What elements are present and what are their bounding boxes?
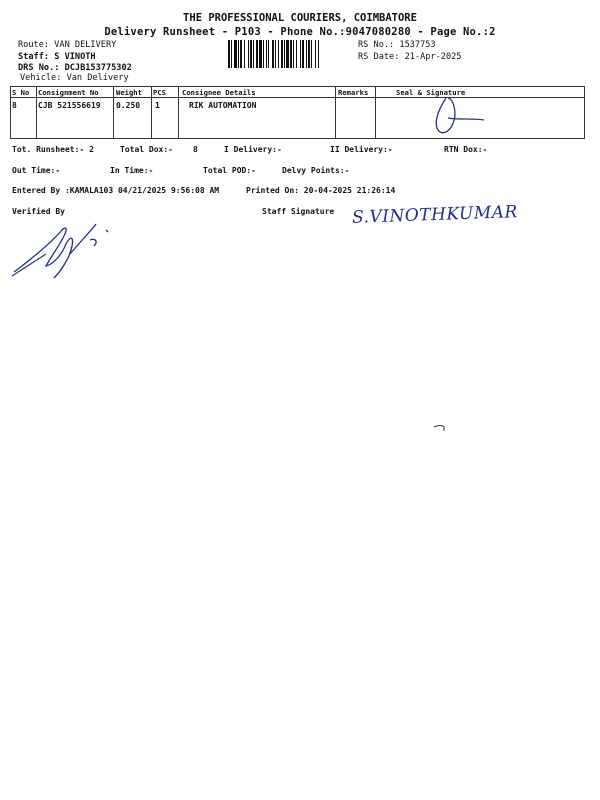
stray-mark bbox=[434, 425, 446, 433]
col-header-sno: S No bbox=[12, 88, 30, 97]
col-header-remarks: Remarks bbox=[338, 88, 369, 97]
receiver-signature bbox=[428, 92, 488, 142]
rtn-dox: RTN Dox:- bbox=[444, 145, 488, 154]
cell-consignment-no: CJB 521556619 bbox=[38, 101, 101, 110]
total-pod: Total POD:- bbox=[203, 166, 256, 175]
staff-signature-label: Staff Signature bbox=[262, 207, 335, 216]
col-header-seal-signature: Seal & Signature bbox=[396, 88, 466, 97]
delvy-points: Delvy Points:- bbox=[282, 166, 350, 175]
company-name: THE PROFESSIONAL COURIERS, COIMBATORE bbox=[183, 12, 417, 24]
route-line: Route: VAN DELIVERY bbox=[18, 40, 117, 50]
printed-on: Printed On: 20-04-2025 21:26:14 bbox=[246, 186, 396, 195]
in-time: In Time:- bbox=[110, 166, 154, 175]
verifier-signature bbox=[10, 214, 120, 289]
verified-by-label: Verified By bbox=[12, 207, 65, 216]
col-header-consignment: Consignment No bbox=[38, 88, 99, 97]
vehicle-line: Vehicle: Van Delivery bbox=[20, 73, 129, 83]
col-header-weight: Weight bbox=[116, 88, 142, 97]
cell-consignee: RIK AUTOMATION bbox=[189, 101, 257, 110]
staff-line: Staff: S VINOTH bbox=[18, 52, 96, 62]
cell-sno: 8 bbox=[12, 101, 17, 110]
cell-pcs: 1 bbox=[155, 101, 160, 110]
ii-delivery: II Delivery:- bbox=[330, 145, 393, 154]
drs-no-line: DRS No.: DCJB153775302 bbox=[18, 63, 132, 73]
entered-by: Entered By :KAMALA103 04/21/2025 9:56:08 AM bbox=[12, 186, 220, 195]
i-delivery: I Delivery:- bbox=[224, 145, 282, 154]
out-time: Out Time:- bbox=[12, 166, 61, 175]
staff-handwritten-signature: S.VINOTHKUMAR bbox=[351, 202, 519, 228]
col-header-pcs: PCS bbox=[153, 88, 166, 97]
total-dox-value: 8 bbox=[193, 145, 198, 154]
tot-runsheet: Tot. Runsheet:- 2 bbox=[12, 145, 94, 154]
barcode bbox=[228, 40, 352, 68]
runsheet-header: Delivery Runsheet - P103 - Phone No.:9047080280 - Page No.:2 bbox=[104, 26, 496, 38]
col-header-consignee: Consignee Details bbox=[182, 88, 256, 97]
rs-date-line: RS Date: 21-Apr-2025 bbox=[358, 52, 462, 62]
rs-no-line: RS No.: 1537753 bbox=[358, 40, 436, 50]
cell-weight: 0.250 bbox=[116, 101, 141, 110]
total-dox-label: Total Dox:- bbox=[120, 145, 173, 154]
